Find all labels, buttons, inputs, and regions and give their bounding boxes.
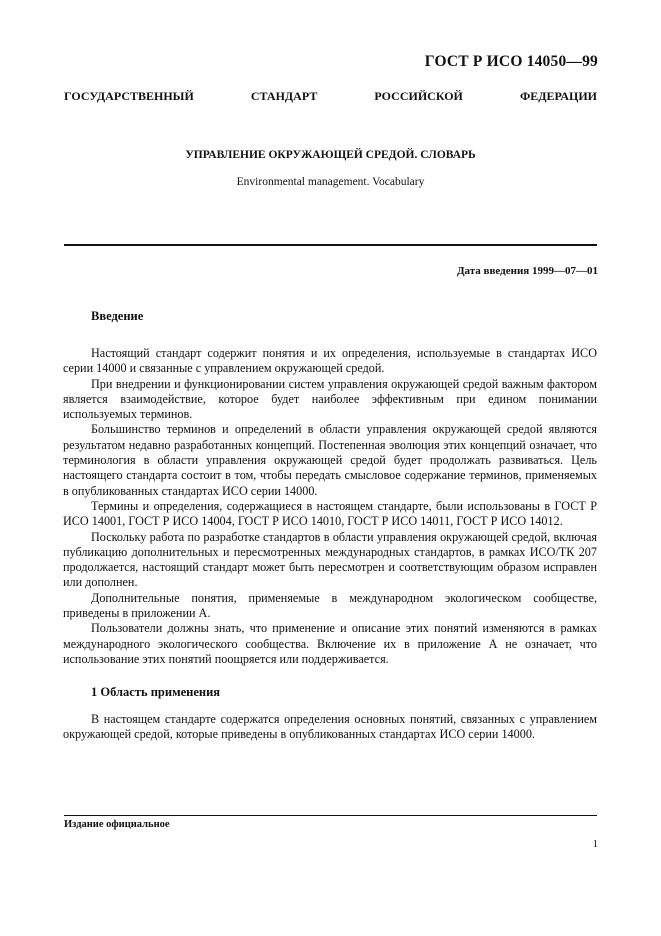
scope-body <box>63 712 597 743</box>
paragraph: Термины и определения, содержащиеся в настоящем стандарте, были использованы в ГОСТ Р ИСО 14001, ГОСТ Р ИСО 14004, ГОСТ Р ИСО 14010, ГОСТ Р ИСО 14011, ГОСТ Р ИСО 14012. <box>63 498 597 529</box>
introduction-heading: Введение <box>91 309 144 323</box>
paragraph: Настоящий стандарт содержит понятия и их определения, используемые в стандартах ИСО серии 14000 и связанные с управлением окружающей средой. <box>63 346 597 376</box>
paragraph: Поскольку работа по разработке стандартов в области управления окружающей средой, включая публикацию дополнительных и пересмотренных международных стандартов, в рамках ИСО/ТК 207 продолжается, настоящий стандарт может быть пересмотрен и соответствующим образом исправлен или дополнен. <box>63 529 597 590</box>
document-number: ГОСТ Р ИСО 14050—99 <box>424 53 598 70</box>
page-number: 1 <box>592 838 598 850</box>
footer-divider <box>64 815 597 816</box>
document-title-english: Environmental management. Vocabulary <box>236 176 425 188</box>
paragraph: Пользователи должны знать, что применение и описание этих понятий изменяются в рамках международного экологического сообщества. Включение их в приложение А не означает, что использование этих понятий поощряется или поддерживается. <box>63 621 597 666</box>
document-title: УПРАВЛЕНИЕ ОКРУЖАЮЩЕЙ СРЕДОЙ. СЛОВАРЬ <box>185 149 476 161</box>
paragraph: Большинство терминов и определений в области управления окружающей средой являются результатом недавно разработанных концепций. Постепенная эволюция этих концепций означает, что терминология в области управления окружающей средой будет продолжать развиваться. Цель настоящего стандарта состоит в том, чтобы передать смысловое содержание терминов, применяемых в опубликованных стандартах ИСО серии 14000. <box>63 422 597 498</box>
paragraph: При внедрении и функционировании систем управления окружающей средой важным фактором является взаимодействие, которое будет наиболее эффективным при едином понимании используемых терминов. <box>63 376 597 422</box>
introduction-body <box>63 346 597 667</box>
paragraph: Дополнительные понятия, применяемые в международном экологическом сообществе, приведены в приложении А. <box>63 590 597 621</box>
header-divider <box>64 244 597 246</box>
section-heading-scope: 1 Область применения <box>91 685 221 699</box>
state-standard-heading: ГОСУДАРСТВЕННЫЙ СТАНДАРТ РОССИЙСКОЙ ФЕДЕРАЦИИ <box>64 89 597 103</box>
date-of-introduction: Дата введения 1999—07—01 <box>456 265 598 277</box>
paragraph: В настоящем стандарте содержатся определения основных понятий, связанных с управлением окружающей средой, которые приведены в опубликованных стандартах ИСО серии 14000. <box>63 712 597 742</box>
edition-label: Издание официальное <box>64 819 170 830</box>
